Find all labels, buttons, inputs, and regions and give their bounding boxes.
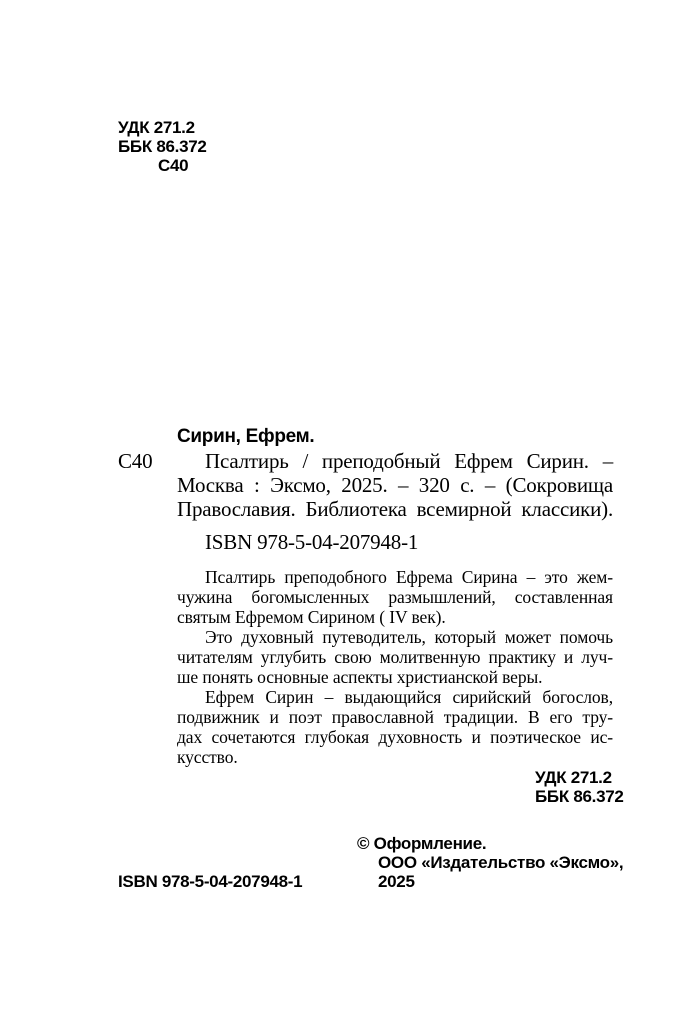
annotation-line-5: читателям углубить свою молитвенную практику и луч-	[177, 647, 613, 667]
annotation-line-1: Псалтирь преподобного Ефрема Сирина – это жем-	[205, 567, 613, 587]
copyright-line-3: 2025	[378, 872, 415, 891]
udk-code-bottom: УДК 271.2	[535, 768, 612, 787]
udk-code-top: УДК 271.2	[118, 118, 195, 137]
bib-line-1: Псалтирь / преподобный Ефрем Сирин. –	[205, 449, 613, 473]
annotation-line-2: чужина богомысленных размышлений, составленная	[177, 587, 613, 607]
bbk-code-top: ББК 86.372	[118, 137, 207, 156]
copyright-line-1: © Оформление.	[357, 834, 487, 853]
annotation-line-4: Это духовный путеводитель, который может помочь	[205, 627, 613, 647]
entry-code: С40	[118, 449, 153, 473]
entry-isbn: ISBN 978-5-04-207948-1	[205, 530, 419, 554]
annotation-line-7: Ефрем Сирин – выдающийся сирийский богослов,	[205, 687, 613, 707]
bbk-code-bottom: ББК 86.372	[535, 787, 624, 806]
bib-line-2: Москва : Эксмо, 2025. – 320 с. – (Сокровища	[177, 473, 613, 497]
entry-author: Сирин, Ефрем.	[177, 426, 315, 447]
annotation-line-9: дах сочетаются глубокая духовность и поэтическое ис-	[177, 727, 613, 747]
author-mark-top: С40	[158, 156, 189, 175]
annotation-line-3: святым Ефремом Сирином ( IV век).	[177, 607, 446, 627]
isbn-bottom: ISBN 978-5-04-207948-1	[118, 872, 303, 891]
annotation-line-8: подвижник и поэт православной традиции. В его тру-	[177, 707, 613, 727]
annotation-line-6: ше понять основные аспекты христианской веры.	[177, 667, 543, 687]
annotation-line-10: кусство.	[177, 747, 238, 767]
copyright-line-2: ООО «Издательство «Эксмо»,	[378, 853, 624, 872]
bib-line-3: Православия. Библиотека всемирной классики).	[177, 497, 613, 521]
